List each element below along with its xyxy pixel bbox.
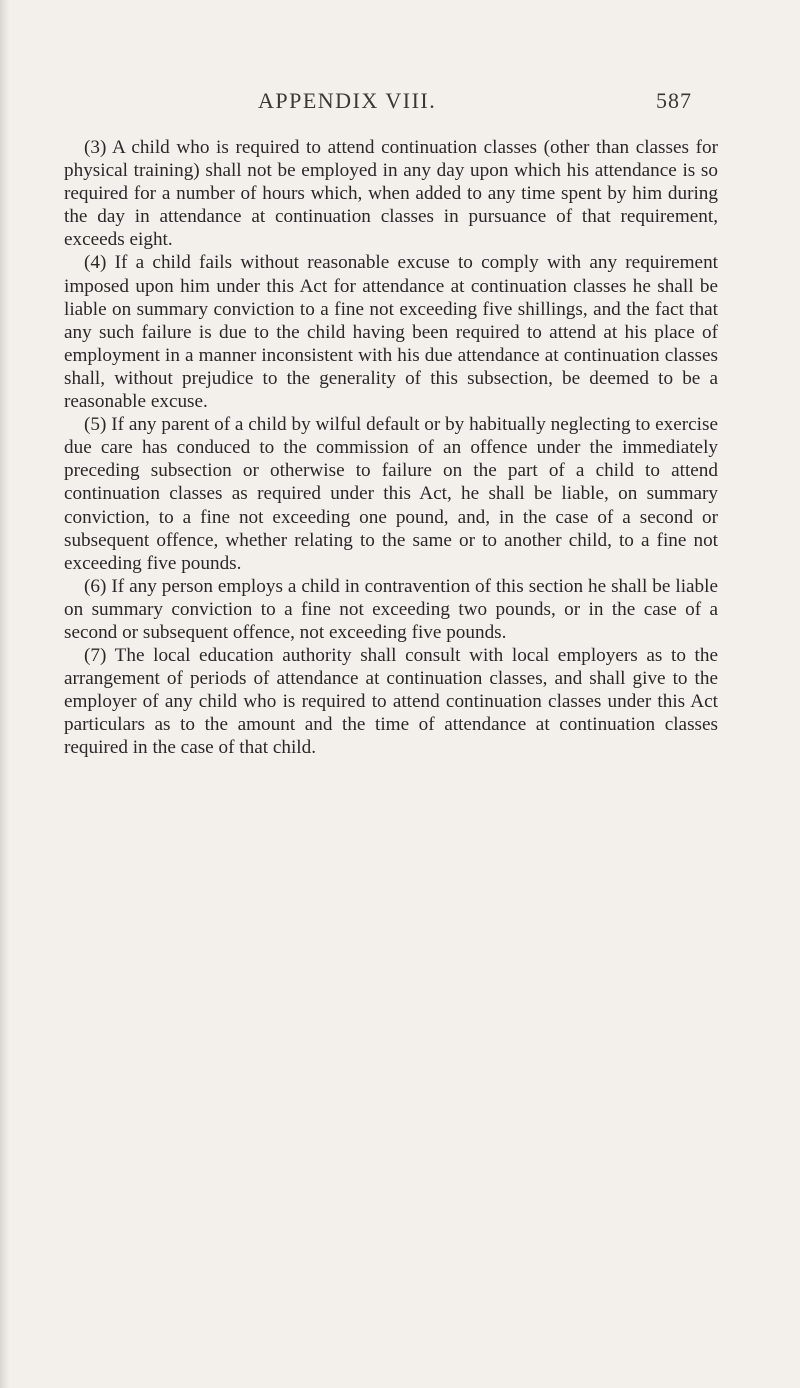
paragraph-subsection-6: (6) If any person employs a child in contravention of this section he shall be liable on summary conviction to a fine not exceeding two pounds, or in the case of a second or subsequent offence, not exceeding five pounds.	[64, 575, 718, 643]
page-header-title: APPENDIX VIII.	[258, 88, 437, 113]
page-number: 587	[656, 88, 692, 113]
running-head	[258, 88, 718, 120]
paragraph-subsection-7: (7) The local education authority shall consult with local employers as to the arrangement of periods of attendance at continuation classes, and shall give to the employer of any child who is required to attend continuation classes under this Act particulars as to the amount and the time of attendance at continuation classes required in the case of that child.	[64, 645, 718, 759]
paragraph-subsection-5: (5) If any parent of a child by wilful default or by habitually neglecting to exercise due care has conduced to the commission of an offence under the immediately preceding subsection or otherwise to failure on the part of a child to attend continuation classes as required under this Act, he shall be liable, on summary conviction, to a fine not exceeding one pound, and, in the case of a second or subsequent offence, whether relating to the same or to another child, to a fine not exceeding five pounds.	[64, 414, 718, 574]
page-edge-shadow	[0, 0, 10, 1388]
paragraph-subsection-3: (3) A child who is required to attend continuation classes (other than classes for physical training) shall not be employed in any day upon which his attendance is so required for a number of hours which, when added to any time spent by him during the day in attendance at continuation classes in pursuance of that requirement, exceeds eight.	[64, 137, 718, 251]
paragraph-subsection-4: (4) If a child fails without reasonable excuse to comply with any requirement imposed upon him under this Act for attendance at continuation classes he shall be liable on summary conviction to a fine not exceeding five shillings, and the fact that any such failure is due to the child having been required to attend at his place of employment in a manner inconsistent with his due attendance at continuation classes shall, without prejudice to the generality of this subsection, be deemed to be a reasonable excuse.	[64, 252, 718, 413]
body-text	[64, 136, 718, 760]
